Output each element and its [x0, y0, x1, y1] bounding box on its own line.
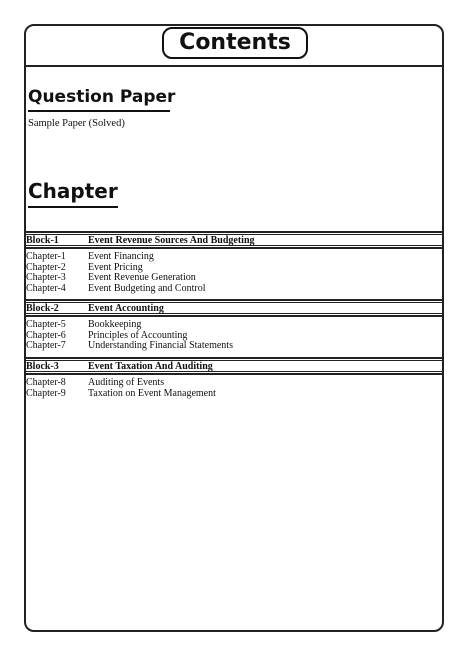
chapter-row	[26, 320, 442, 331]
chapter-title: Taxation on Event Management	[88, 387, 216, 399]
chapter-label: Chapter-2	[26, 261, 66, 273]
chapter-row	[26, 378, 442, 389]
block-title: Event Revenue Sources And Budgeting	[88, 235, 255, 246]
chapter-label: Chapter-1	[26, 251, 66, 262]
chapter-title: Event Financing	[88, 251, 154, 262]
heading-underline	[28, 206, 118, 208]
chapter-label: Chapter-3	[26, 272, 66, 284]
chapter-title: Understanding Financial Statements	[88, 340, 233, 352]
chapter-title: Event Budgeting and Control	[88, 282, 206, 294]
page-title: Contents	[179, 30, 291, 55]
question-paper-heading-text: Question Paper	[28, 87, 176, 107]
chapter-title: Bookkeeping	[88, 319, 142, 330]
chapter-heading	[28, 181, 118, 201]
block-header	[26, 234, 442, 246]
chapter-label: Chapter-6	[26, 329, 66, 341]
chapter-label: Chapter-4	[26, 282, 66, 294]
chapter-title: Principles of Accounting	[88, 329, 188, 341]
title-divider	[26, 65, 442, 67]
chapter-list	[26, 252, 442, 294]
chapter-list	[26, 320, 442, 352]
block-label: Block-1	[26, 235, 59, 246]
chapter-heading-text: Chapter	[28, 179, 118, 203]
chapter-row	[26, 284, 442, 295]
chapter-label: Chapter-5	[26, 319, 66, 330]
chapter-row	[26, 389, 442, 400]
question-paper-heading	[28, 89, 175, 106]
block-header	[26, 302, 442, 314]
chapter-label: Chapter-8	[26, 377, 66, 388]
block-title: Event Accounting	[88, 303, 164, 314]
block-label: Block-2	[26, 303, 59, 314]
chapter-row	[26, 341, 442, 352]
chapter-label: Chapter-7	[26, 340, 66, 352]
chapter-title: Auditing of Events	[88, 377, 165, 388]
chapter-list	[26, 378, 442, 399]
block-title: Event Taxation And Auditing	[88, 361, 213, 372]
chapter-title: Event Revenue Generation	[88, 272, 196, 284]
sample-paper-item: Sample Paper (Solved)	[28, 118, 125, 129]
heading-underline	[28, 110, 170, 112]
block-header	[26, 360, 442, 372]
chapter-label: Chapter-9	[26, 387, 66, 399]
title-box	[162, 27, 308, 59]
chapter-title: Event Pricing	[88, 261, 143, 273]
block-label: Block-3	[26, 361, 59, 372]
chapter-row	[26, 252, 442, 263]
